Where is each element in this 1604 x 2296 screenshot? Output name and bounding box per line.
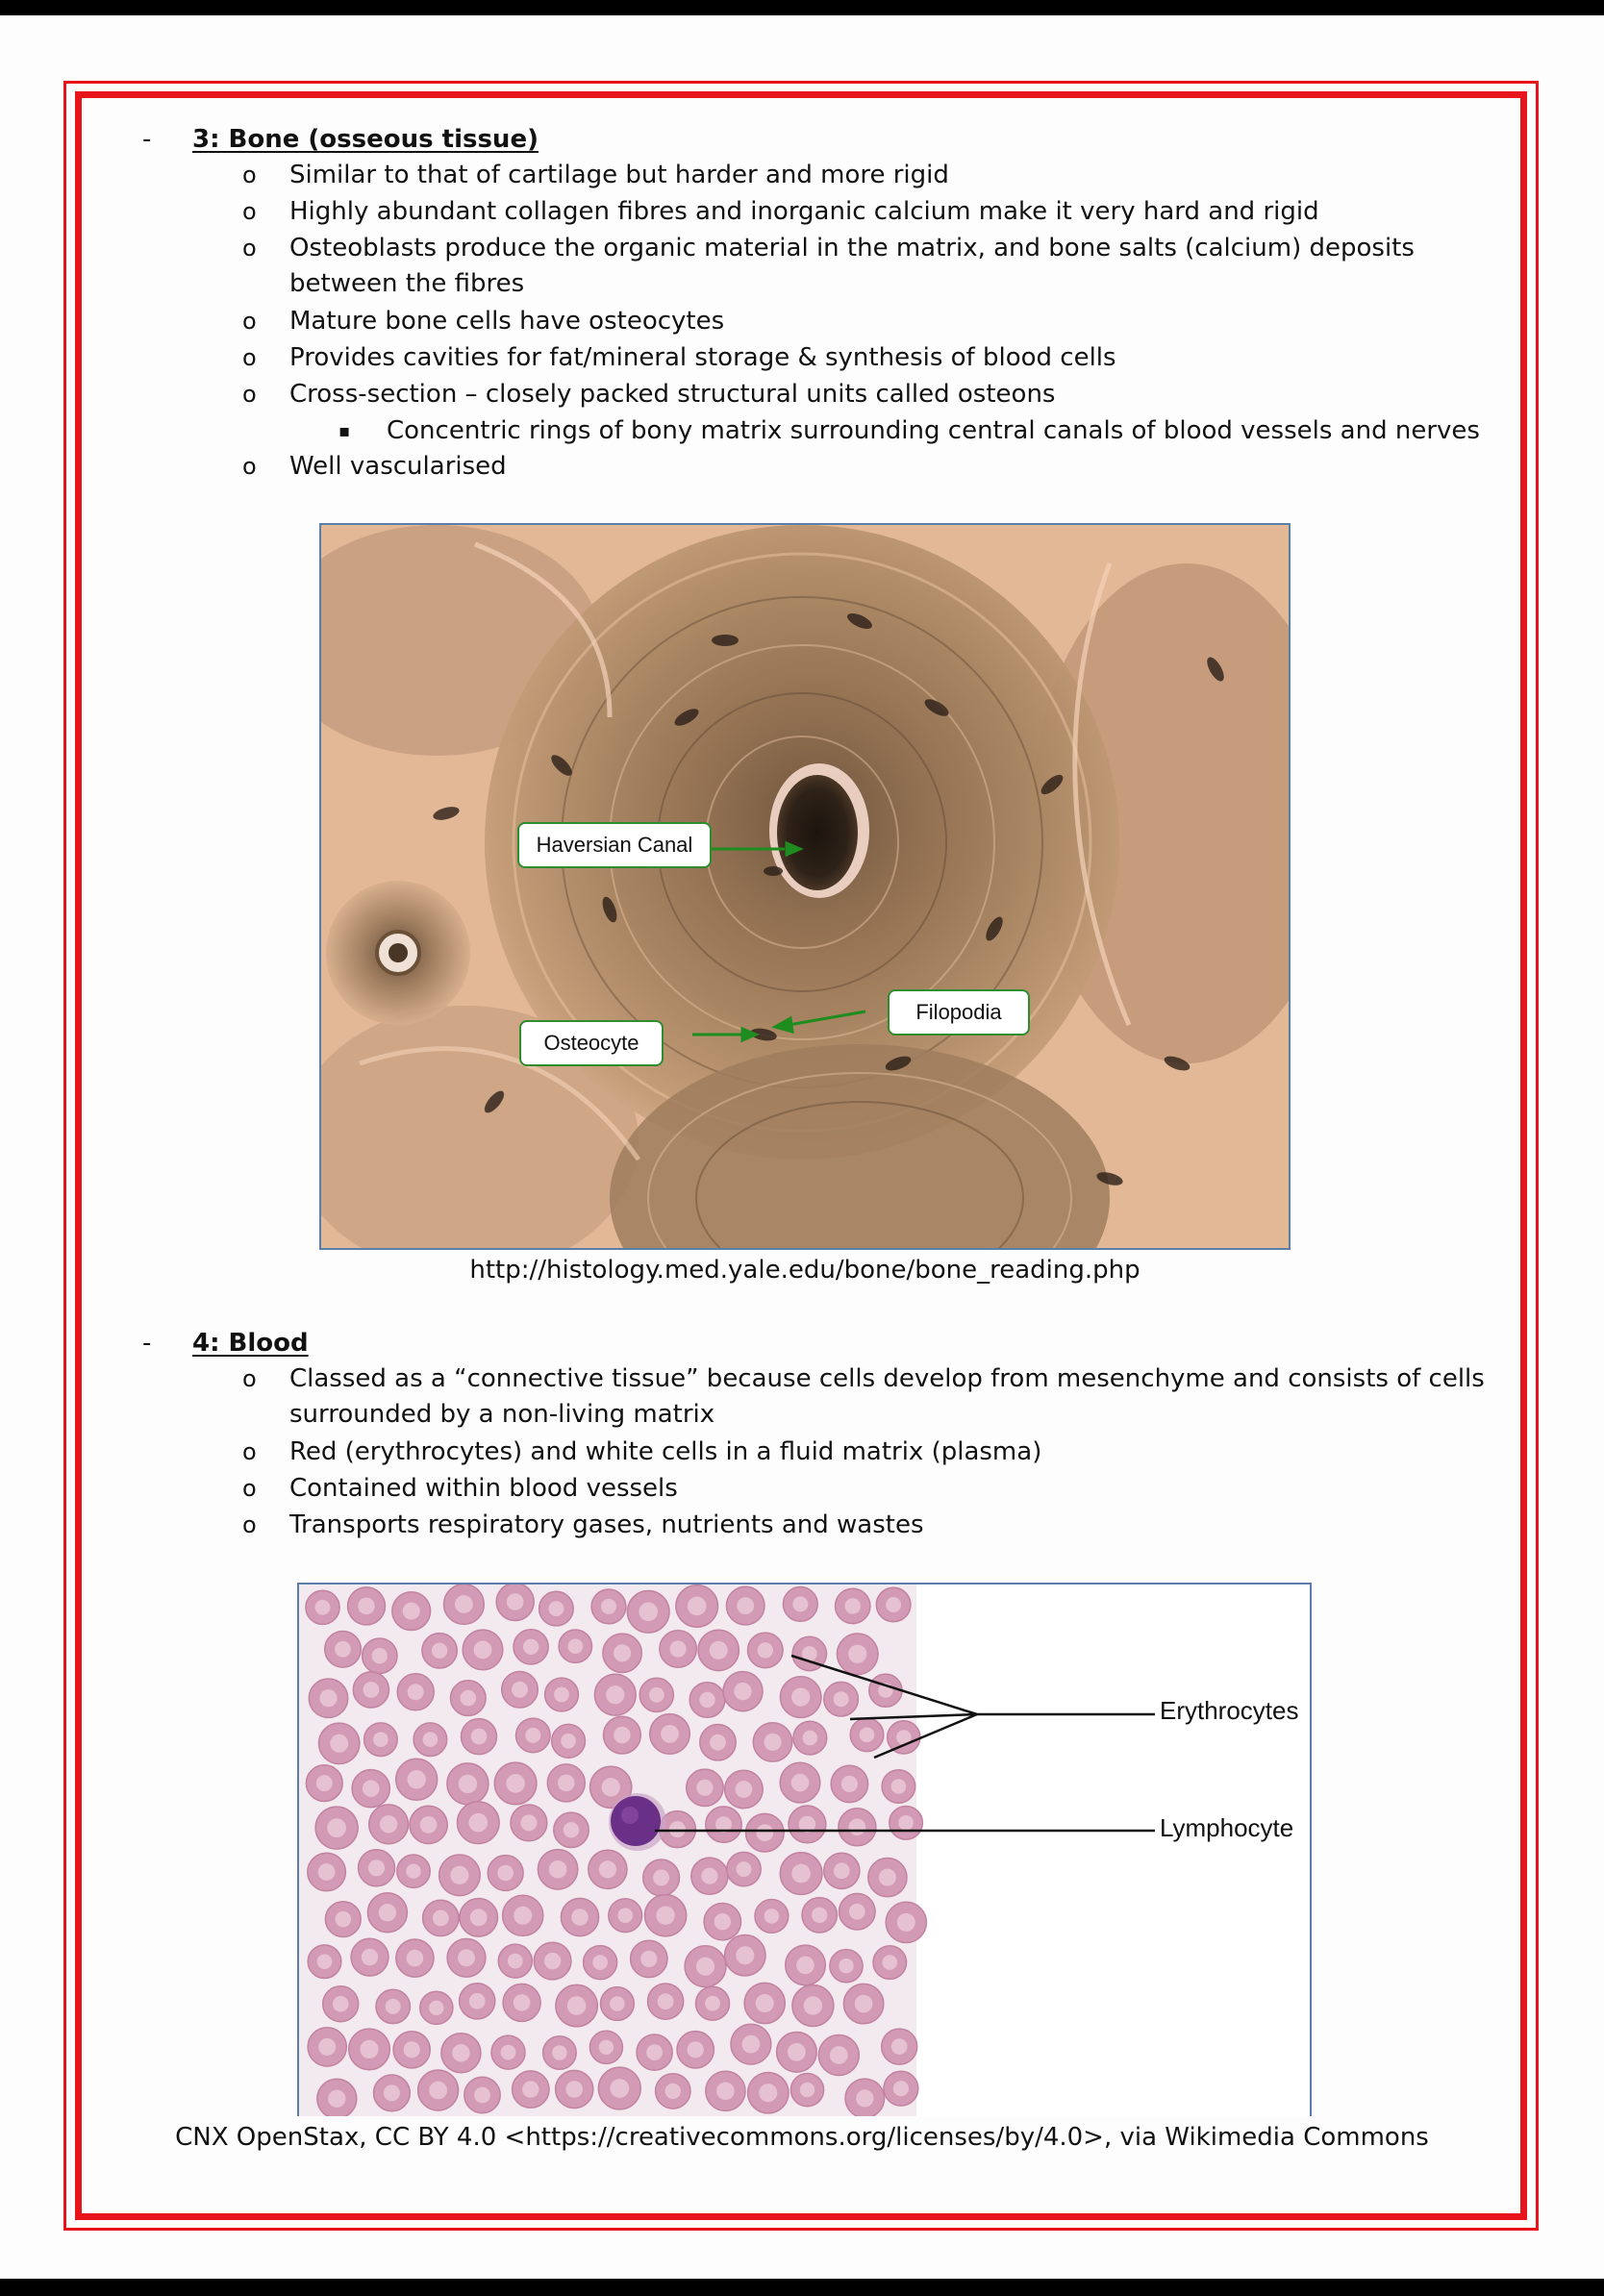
erythrocyte-cell — [547, 1764, 585, 1802]
list-item-text: Similar to that of cartilage but harder and more rigid — [289, 161, 949, 189]
erythrocyte-cell — [414, 1723, 447, 1757]
heading-dash: - — [142, 1329, 152, 1358]
erythrocyte-cell — [748, 2073, 789, 2113]
erythrocyte-cell — [393, 2032, 430, 2068]
erythrocyte-cell — [677, 2032, 714, 2068]
erythrocyte-cell — [464, 2077, 500, 2112]
list-item-text: Transports respiratory gases, nutrients and wastes — [289, 1510, 924, 1539]
document-page — [0, 15, 1604, 2279]
erythrocyte-cell — [627, 1591, 669, 1634]
erythrocyte-cell — [353, 1672, 388, 1708]
erythrocyte-cell — [503, 1895, 543, 1935]
erythrocyte-cell — [420, 1991, 453, 2024]
erythrocyte-cell — [845, 2079, 885, 2116]
erythrocyte-cell — [789, 1806, 826, 1843]
erythrocyte-cell — [882, 1770, 915, 1804]
erythrocyte-cell — [839, 1809, 876, 1846]
erythrocyte-cell — [746, 1813, 785, 1852]
circle-bullet-icon: o — [242, 1511, 257, 1538]
erythrocyte-cell — [591, 1589, 626, 1624]
erythrocyte-cell — [780, 1677, 821, 1718]
erythrocyte-cell — [308, 1853, 346, 1891]
erythrocyte-cell — [513, 2071, 549, 2108]
list-item-text: Well vascularised — [289, 452, 507, 481]
list-item-text: Mature bone cells have osteocytes — [289, 307, 725, 336]
haversian-canal-label: Haversian Canal — [517, 822, 712, 868]
erythrocyte-cell — [514, 1630, 548, 1664]
erythrocyte-cell — [840, 1893, 876, 1930]
erythrocyte-cell — [306, 1765, 342, 1802]
erythrocyte-cell — [780, 1853, 822, 1895]
erythrocyte-cell — [374, 2075, 411, 2111]
erythrocyte-cell — [494, 1762, 537, 1805]
bone-micrograph — [319, 523, 1291, 1250]
circle-bullet-icon: o — [242, 344, 257, 371]
erythrocyte-cell — [352, 1770, 389, 1808]
erythrocyte-cell — [598, 2067, 640, 2109]
erythrocyte-cell — [458, 1802, 500, 1844]
erythrocyte-cell — [496, 1585, 534, 1621]
erythrocyte-cell — [351, 1938, 388, 1976]
erythrocyte-cell — [323, 1986, 359, 2022]
erythrocyte-cell — [460, 1899, 498, 1937]
list-item-text: Highly abundant collagen fibres and inorganic calcium make it very hard and rigid — [289, 197, 1319, 226]
erythrocyte-cell — [603, 1634, 641, 1672]
erythrocyte-cell — [325, 1632, 362, 1668]
erythrocyte-cell — [755, 1900, 789, 1934]
erythrocyte-cell — [543, 2036, 577, 2070]
erythrocyte-cell — [441, 2034, 481, 2073]
erythrocyte-cell — [783, 1587, 817, 1622]
bone-figure-caption: http://histology.med.yale.edu/bone/bone_reading.php — [469, 1256, 1140, 1285]
bone-micrograph-illustration — [321, 525, 1289, 1248]
erythrocyte-cell — [444, 1585, 485, 1624]
erythrocyte-cell — [556, 2070, 593, 2108]
circle-bullet-icon: o — [242, 198, 257, 225]
erythrocyte-cell — [556, 1984, 597, 2026]
heading-title: 3: Bone (osseous tissue) — [192, 125, 539, 154]
erythrocyte-cell — [637, 2034, 672, 2070]
erythrocyte-cell — [359, 1850, 395, 1886]
erythrocyte-cell — [376, 1989, 410, 2023]
erythrocyte-cell — [559, 1630, 591, 1662]
erythrocyte-cell — [696, 1986, 730, 2020]
erythrocyte-cell — [545, 1678, 579, 1711]
erythrocyte-cell — [488, 1856, 523, 1891]
circle-bullet-icon: o — [242, 235, 257, 262]
erythrocyte-cell — [884, 2071, 918, 2106]
erythrocyte-cell — [348, 1587, 386, 1625]
circle-bullet-icon: o — [242, 453, 257, 480]
erythrocyte-cell — [689, 1683, 725, 1718]
circle-bullet-icon: o — [242, 381, 257, 408]
erythrocyte-cell — [447, 1763, 489, 1805]
erythrocyte-cell — [315, 1807, 358, 1849]
erythrocyte-cell — [392, 1592, 431, 1631]
erythrocyte-cell — [561, 1898, 598, 1935]
list-item-text: Osteoblasts produce the organic material in the matrix, and bone salts (calcium) deposits between the fibres — [289, 234, 1415, 298]
erythrocyte-cell — [818, 2035, 859, 2076]
list-item-text: Contained within blood vessels — [289, 1474, 678, 1503]
erythrocyte-cell — [319, 1723, 360, 1763]
filopodia-label: Filopodia — [888, 989, 1030, 1036]
erythrocyte-cell — [777, 2033, 817, 2073]
erythrocyte-cell — [882, 2029, 917, 2064]
erythrocyte-cell — [753, 1723, 791, 1761]
erythrocyte-cell — [306, 1590, 339, 1624]
blood-smear-illustration — [299, 1585, 1310, 2116]
list-item-text: Red (erythrocytes) and white cells in a fluid matrix (plasma) — [289, 1437, 1042, 1466]
circle-bullet-icon: o — [242, 162, 257, 188]
erythrocyte-cell — [706, 2071, 745, 2110]
list-item-text: Provides cavities for fat/mineral storage & synthesis of blood cells — [289, 343, 1116, 372]
erythrocyte-cell — [460, 1984, 495, 2019]
erythrocyte-cell — [539, 1591, 574, 1626]
erythrocyte-cell — [584, 1946, 617, 1980]
lymphocyte-label: Lymphocyte — [1160, 1813, 1294, 1842]
erythrocyte-cell — [836, 1588, 870, 1623]
erythrocyte-cell — [317, 2079, 357, 2116]
erythrocyte-cell — [868, 1859, 907, 1897]
erythrocyte-cell — [890, 1807, 923, 1840]
erythrocyte-cell — [830, 1950, 863, 1983]
erythrocyte-cell — [451, 1681, 487, 1716]
erythrocyte-cell — [589, 2031, 622, 2063]
erythrocyte-cell — [309, 1679, 347, 1717]
erythrocyte-cell — [725, 1770, 764, 1809]
erythrocyte-cell — [831, 1765, 867, 1802]
erythrocyte-cell — [731, 2024, 771, 2064]
erythrocyte-cell — [700, 1725, 736, 1760]
erythrocyte-cell — [462, 1719, 497, 1755]
osteocyte-label: Osteocyte — [519, 1020, 664, 1066]
erythrocyte-cell — [850, 1718, 884, 1752]
erythrocyte-cell — [397, 1855, 430, 1887]
erythrocyte-cell — [418, 2070, 459, 2110]
erythrocyte-cell — [691, 1858, 728, 1894]
erythrocyte-cell — [786, 1945, 826, 1985]
erythrocyte-cell — [726, 1586, 764, 1625]
erythrocyte-cell — [447, 1938, 486, 1977]
erythrocyte-cell — [639, 1678, 673, 1711]
erythrocyte-cell — [792, 1985, 834, 2027]
erythrocyte-cell — [397, 1674, 434, 1710]
erythrocyte-cell — [422, 1634, 457, 1668]
erythrocyte-cell — [502, 1672, 539, 1709]
erythrocyte-cell — [698, 1630, 739, 1670]
erythrocyte-cell — [396, 1759, 438, 1800]
erythrocyte-cell — [363, 1638, 397, 1673]
erythrocyte-cell — [802, 1898, 837, 1933]
erythrocyte-cell — [687, 1769, 723, 1806]
erythrocyte-cell — [725, 1935, 765, 1976]
square-bullet-icon: ▪ — [338, 421, 351, 441]
erythrocyte-cell — [843, 1984, 883, 2023]
page-content — [0, 15, 1604, 2279]
erythrocyte-cell — [589, 1850, 627, 1888]
erythrocyte-cell — [645, 1895, 687, 1936]
erythrocyte-cell — [423, 1900, 459, 1935]
erythrocyte-cell — [706, 1807, 741, 1842]
erythrocyte-cell — [552, 1724, 586, 1758]
erythrocyte-cell — [656, 2074, 690, 2109]
erythrocyte-cell — [793, 1721, 827, 1755]
circle-bullet-icon: o — [242, 1475, 257, 1502]
erythrocyte-cell — [410, 1806, 447, 1843]
list-item-text: Cross-section – closely packed structural units called osteons — [289, 380, 1056, 409]
erythrocyte-cell — [554, 1812, 589, 1847]
erythrocyte-cell — [837, 1634, 878, 1675]
erythrocyte-cell — [516, 1718, 551, 1753]
erythrocyte-cell — [367, 1893, 407, 1933]
erythrocyte-cell — [869, 1674, 902, 1707]
erythrocyte-cell — [723, 1672, 763, 1711]
heading-dash: - — [142, 125, 152, 154]
erythrocyte-cell — [308, 2028, 346, 2066]
heading-title: 4: Blood — [192, 1329, 309, 1358]
blood-figure-caption: CNX OpenStax, CC BY 4.0 <https://creativecommons.org/licenses/by/4.0>, via Wikimedia Commons — [175, 2123, 1429, 2152]
erythrocyte-cell — [511, 1805, 547, 1841]
erythrocyte-cell — [396, 1939, 434, 1977]
erythrocyte-cell — [886, 1902, 926, 1942]
erythrocyte-cell — [609, 1899, 642, 1933]
erythrocyte-cell — [325, 1902, 361, 1937]
erythrocyte-cell — [503, 1984, 540, 2021]
erythrocyte-cell — [538, 1850, 577, 1889]
erythrocyte-cell — [648, 1984, 684, 2019]
erythrocyte-cell — [727, 1852, 761, 1885]
erythrocyte-cell — [824, 1853, 860, 1888]
sub-list-item-text: Concentric rings of bony matrix surrounding central canals of blood vessels and nerves — [387, 416, 1480, 445]
erythrocyte-cell — [748, 1633, 784, 1668]
erythrocytes-label: Erythrocytes — [1160, 1696, 1299, 1725]
erythrocyte-cell — [873, 1946, 907, 1980]
erythrocyte-cell — [594, 1674, 636, 1715]
erythrocyte-cell — [498, 1944, 532, 1978]
circle-bullet-icon: o — [242, 308, 257, 335]
erythrocyte-cell — [660, 1631, 696, 1667]
erythrocyte-cell — [604, 1716, 641, 1754]
erythrocyte-cell — [650, 1714, 690, 1755]
erythrocyte-cell — [308, 1945, 341, 1979]
erythrocyte-cell — [601, 1987, 635, 2021]
erythrocyte-cell — [876, 1587, 911, 1622]
erythrocyte-cell — [463, 1630, 503, 1670]
erythrocyte-cell — [704, 1904, 740, 1940]
circle-bullet-icon: o — [242, 1365, 257, 1392]
erythrocyte-cell — [369, 1805, 409, 1844]
erythrocyte-cell — [439, 1855, 481, 1896]
erythrocyte-cell — [534, 1942, 571, 1980]
erythrocyte-cell — [744, 1983, 785, 2023]
erythrocyte-cell — [790, 2074, 823, 2107]
list-item-text: Classed as a “connective tissue” because cells develop from mesenchyme and consists of cells surrounded by a non-living matrix — [289, 1364, 1485, 1429]
erythrocyte-cell — [685, 1946, 726, 1987]
erythrocyte-cell — [676, 1585, 718, 1628]
erythrocyte-cell — [780, 1762, 820, 1803]
blood-smear-figure — [297, 1583, 1312, 2116]
erythrocyte-cell — [631, 1940, 667, 1977]
erythrocyte-cell — [364, 1723, 398, 1757]
circle-bullet-icon: o — [242, 1438, 257, 1465]
erythrocyte-cell — [824, 1682, 859, 1716]
erythrocyte-cell — [491, 2035, 525, 2069]
erythrocyte-cell — [349, 2029, 390, 2070]
erythrocyte-cell — [643, 1859, 680, 1896]
